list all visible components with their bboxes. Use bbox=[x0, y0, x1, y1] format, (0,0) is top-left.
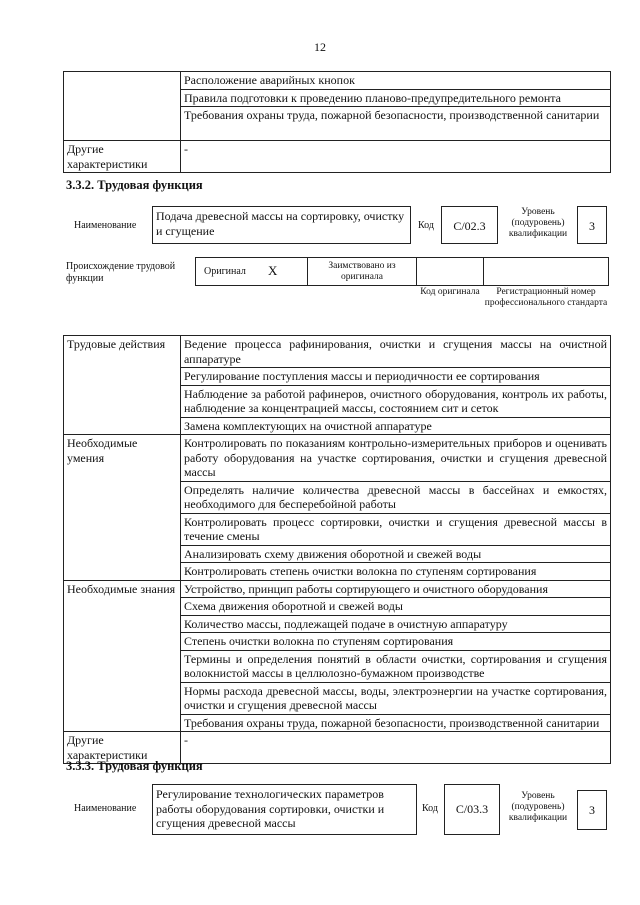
labor-action-item: Ведение процесса рафинирования, очистки и сгущения массы на очистной аппаратуре bbox=[181, 336, 611, 368]
other-characteristics-value: - bbox=[181, 732, 611, 764]
top-characteristics-table bbox=[63, 71, 611, 173]
labor-action-item: Регулирование поступления массы и периодичности ее сортирования bbox=[181, 368, 611, 386]
original-box bbox=[195, 257, 308, 286]
top-table-cell: Расположение аварийных кнопок bbox=[181, 72, 611, 90]
skills-label: Необходимые умения bbox=[64, 435, 181, 581]
top-other-label: Другие характеристики bbox=[64, 141, 181, 173]
level-value-332: 3 bbox=[577, 206, 607, 244]
code-original-box bbox=[416, 257, 484, 286]
borrowed-box bbox=[307, 257, 417, 286]
original-label: Оригинал bbox=[204, 266, 246, 277]
original-mark: X bbox=[268, 263, 278, 278]
level-label-333: Уровень (подуровень) квалификации bbox=[508, 791, 568, 823]
labor-actions-label: Трудовые действия bbox=[64, 336, 181, 435]
skill-item: Определять наличие количества древесной массы в бассейнах и емкостях, необходимого для бесперебойной работы bbox=[181, 481, 611, 513]
top-table-empty-label bbox=[64, 72, 181, 141]
other-characteristics-label: Другие характеристики bbox=[64, 732, 181, 764]
reg-number-box bbox=[483, 257, 609, 286]
knowledge-item: Схема движения оборотной и свежей воды bbox=[181, 598, 611, 616]
labor-action-item: Наблюдение за работой рафинеров, очистного оборудования, контроль их работы, наблюдение за концентрацией массы, состоянием сит и сеток bbox=[181, 385, 611, 417]
top-table-cell: Требования охраны труда, пожарной безопасности, производственной санитарии bbox=[181, 107, 611, 141]
section-heading-333: 3.3.3. Трудовая функция bbox=[66, 759, 203, 773]
code-value-333: C/03.3 bbox=[444, 784, 500, 835]
labor-action-item: Замена комплектующих на очистной аппаратуре bbox=[181, 417, 611, 435]
borrowed-label: Заимствовано из оригинала bbox=[328, 261, 396, 282]
function-details-table bbox=[63, 335, 611, 764]
name-value-333: Регулирование технологических параметров работы оборудования сортировки, очистки и сгущения древесной массы bbox=[152, 784, 417, 835]
knowledge-label: Необходимые знания bbox=[64, 580, 181, 732]
knowledge-item: Количество массы, подлежащей подаче в очистную аппаратуру bbox=[181, 615, 611, 633]
top-table-cell: Правила подготовки к проведению планово-предупредительного ремонта bbox=[181, 89, 611, 107]
code-label-332: Код bbox=[418, 220, 434, 231]
level-label-332: Уровень (подуровень) квалификации bbox=[508, 207, 568, 239]
name-label-332: Наименование bbox=[74, 220, 137, 231]
knowledge-item: Нормы расхода древесной массы, воды, электроэнергии на участке сортирования, очистки и сгущения древесной массы bbox=[181, 682, 611, 714]
skill-item: Контролировать процесс сортировки, очистки и сгущения древесной массы в течение смены bbox=[181, 513, 611, 545]
code-original-label: Код оригинала bbox=[420, 287, 480, 297]
reg-number-label: Регистрационный номер профессионального стандарта bbox=[484, 287, 608, 308]
page-number: 12 bbox=[314, 40, 326, 54]
skill-item: Контролировать по показаниям контрольно-измерительных приборов и оценивать работу оборудования на участке сортирования, очистки и сгущения древесной массы bbox=[181, 435, 611, 482]
origin-label-332: Происхождение трудовой функции bbox=[66, 261, 176, 284]
code-label-333: Код bbox=[422, 803, 438, 814]
knowledge-item: Устройство, принцип работы сортирующего и очистного оборудования bbox=[181, 580, 611, 598]
skill-item: Контролировать степень очистки волокна по ступеням сортирования bbox=[181, 563, 611, 581]
name-value-332: Подача древесной массы на сортировку, очистку и сгущение bbox=[152, 206, 411, 244]
top-other-value: - bbox=[181, 141, 611, 173]
name-label-333: Наименование bbox=[74, 803, 137, 814]
skill-item: Анализировать схему движения оборотной и свежей воды bbox=[181, 545, 611, 563]
code-value-332: C/02.3 bbox=[441, 206, 498, 244]
level-value-333: 3 bbox=[577, 790, 607, 830]
knowledge-item: Термины и определения понятий в области очистки, сортирования и сгущения волокнистой массы в целлюлозно-бумажном производстве bbox=[181, 650, 611, 682]
knowledge-item: Требования охраны труда, пожарной безопасности, производственной санитарии bbox=[181, 714, 611, 732]
knowledge-item: Степень очистки волокна по ступеням сортирования bbox=[181, 633, 611, 651]
section-heading-332: 3.3.2. Трудовая функция bbox=[66, 178, 203, 192]
